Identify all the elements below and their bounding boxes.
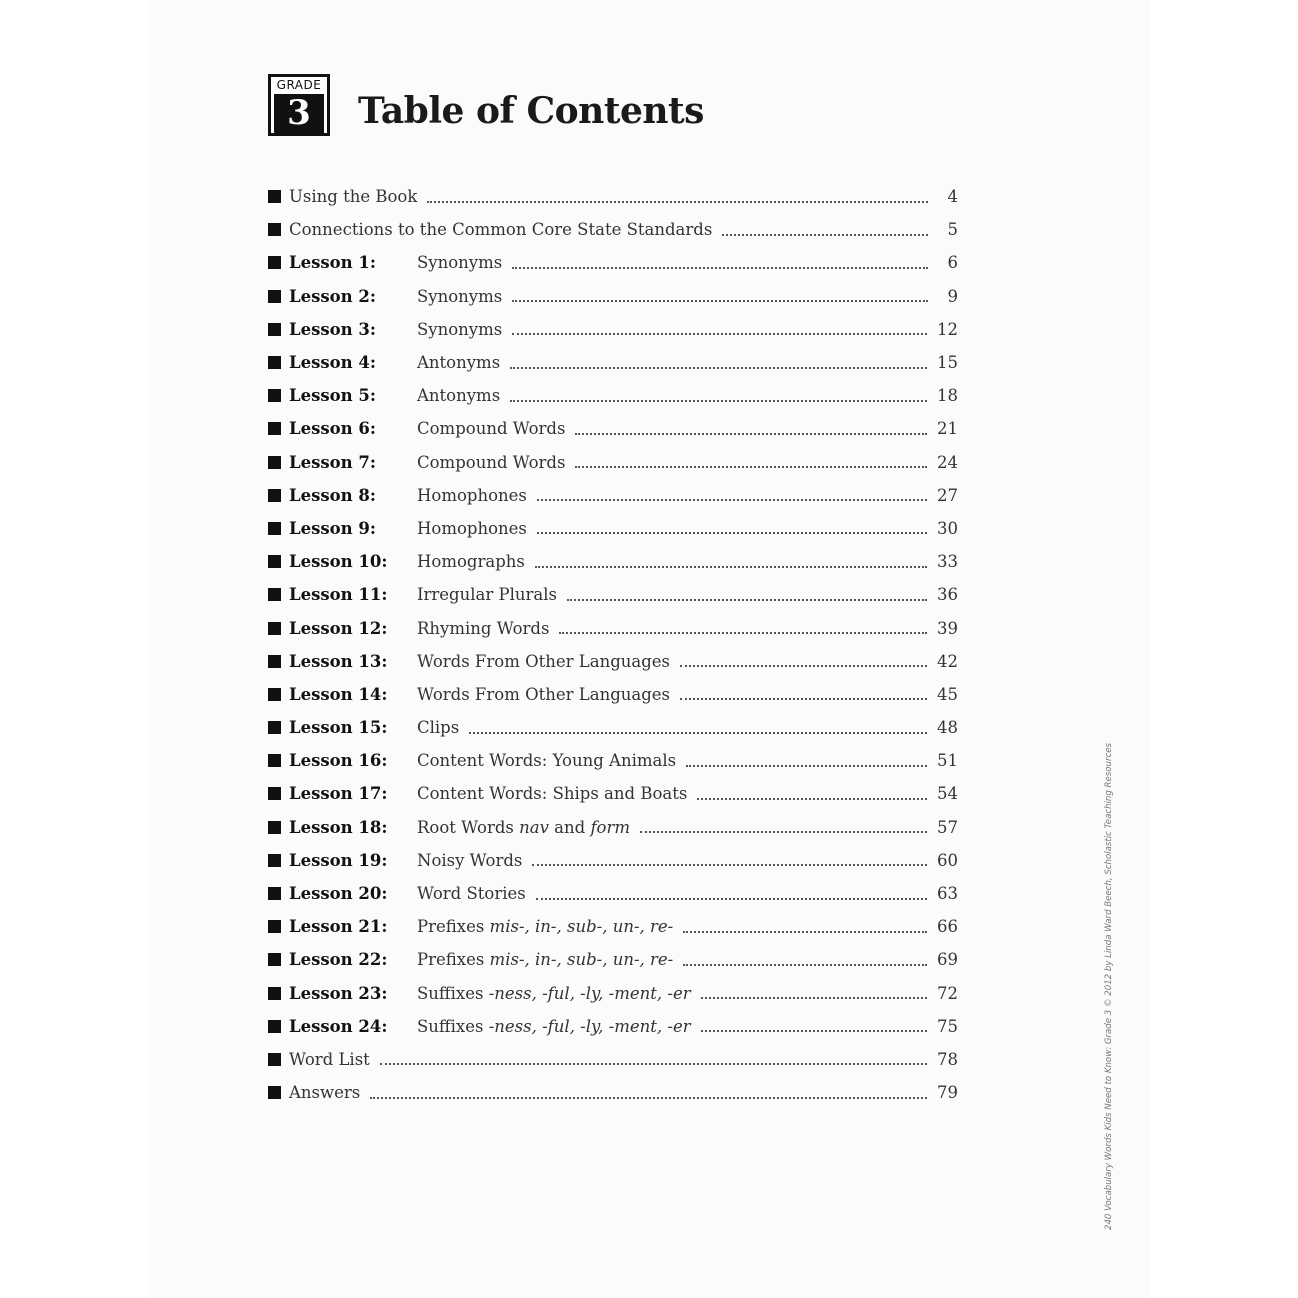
dot-leader [537,499,927,501]
toc-entry[interactable] [268,1076,958,1109]
toc-entry[interactable] [268,678,958,711]
entry-title: Rhyming Words [417,618,550,638]
dot-leader [575,433,927,435]
lesson-label: Lesson 2: [289,286,376,306]
toc-entry[interactable] [268,313,958,346]
square-bullet-icon [268,522,281,535]
toc-entry[interactable] [268,645,958,678]
dot-leader [697,798,927,800]
page-number: 78 [937,1049,958,1069]
page-number: 57 [937,817,958,837]
page-number: 12 [937,319,958,339]
dot-leader [680,698,927,700]
toc-entry[interactable] [268,346,958,379]
page-number: 51 [937,751,958,771]
lesson-label: Lesson 10: [289,552,388,572]
page-number: 45 [937,684,958,704]
dot-leader [680,665,927,667]
entry-title: Words From Other Languages [417,651,671,671]
entry-title: Synonyms [417,319,503,339]
page-number: 30 [937,518,958,538]
dot-leader [427,201,928,203]
dot-leader [701,997,927,999]
entry-title: Words From Other Languages [417,684,671,704]
lesson-label: Lesson 16: [289,751,388,771]
square-bullet-icon [268,821,281,834]
square-bullet-icon [268,290,281,303]
page-number: 72 [937,983,958,1003]
page-number: 79 [937,1083,958,1103]
dot-leader [722,234,928,236]
entry-title: Content Words: Young Animals [417,751,677,771]
square-bullet-icon [268,1053,281,1066]
lesson-label: Lesson 6: [289,419,376,439]
grade-label: GRADE [276,78,322,92]
entry-title: Word List [289,1049,370,1069]
entry-title: Antonyms [417,353,501,373]
dot-leader [536,898,927,900]
dot-leader [532,864,927,866]
lesson-label: Lesson 19: [289,850,388,870]
toc-entry[interactable] [268,611,958,644]
entry-title: Homographs [417,552,525,572]
page-number: 75 [937,1016,958,1036]
lesson-label: Lesson 23: [289,983,388,1003]
entry-title: Homophones [417,518,527,538]
page-number: 24 [937,452,958,472]
toc-entry[interactable] [268,412,958,445]
square-bullet-icon [268,622,281,635]
toc-entry[interactable] [268,811,958,844]
entry-title: Prefixes mis-, in-, sub-, un-, re- [417,917,674,937]
square-bullet-icon [268,953,281,966]
toc-entry[interactable] [268,977,958,1010]
page-number: 60 [937,850,958,870]
copyright-credit [1100,740,1122,1230]
dot-leader [567,599,927,601]
dot-leader [370,1097,927,1099]
toc-entry[interactable] [268,213,958,246]
entry-title: Antonyms [417,386,501,406]
page-number: 48 [937,718,958,738]
toc-entry[interactable] [268,246,958,279]
square-bullet-icon [268,887,281,900]
lesson-label: Lesson 9: [289,518,376,538]
toc-entry[interactable] [268,943,958,976]
entry-title: Suffixes -ness, -ful, -ly, -ment, -er [417,1016,691,1036]
lesson-label: Lesson 3: [289,319,376,339]
dot-leader [512,300,928,302]
square-bullet-icon [268,190,281,203]
page-number: 21 [937,419,958,439]
dot-leader [512,333,927,335]
lesson-label: Lesson 17: [289,784,388,804]
lesson-label: Lesson 22: [289,950,388,970]
entry-title: Clips [417,718,460,738]
lesson-label: Lesson 1: [289,253,376,273]
square-bullet-icon [268,389,281,402]
toc-entry[interactable] [268,711,958,744]
entry-title: Word Stories [417,884,526,904]
page-number: 69 [937,950,958,970]
lesson-label: Lesson 15: [289,718,388,738]
toc-entry[interactable] [268,777,958,810]
entry-title: Using the Book [289,187,418,207]
lesson-label: Lesson 12: [289,618,388,638]
page-number: 15 [937,353,958,373]
square-bullet-icon [268,223,281,236]
entry-title: Answers [289,1083,361,1103]
lesson-label: Lesson 24: [289,1016,388,1036]
page-number: 9 [947,286,958,306]
entry-title: Connections to the Common Core State Standards [289,220,713,240]
lesson-label: Lesson 8: [289,485,376,505]
toc-entry[interactable] [268,180,958,213]
dot-leader [512,267,928,269]
toc-entry[interactable] [268,512,958,545]
toc-entry[interactable] [268,479,958,512]
square-bullet-icon [268,721,281,734]
lesson-label: Lesson 4: [289,353,376,373]
square-bullet-icon [268,787,281,800]
square-bullet-icon [268,456,281,469]
lesson-label: Lesson 5: [289,386,376,406]
entry-title: Noisy Words [417,850,523,870]
credit-text: 240 Vocabulary Words Kids Need to Know: Grade 3 © 2012 by Linda Ward Beech, Scholastic Teaching Resources [1104,743,1114,1230]
entry-title: Irregular Plurals [417,585,557,605]
square-bullet-icon [268,422,281,435]
toc-entry[interactable] [268,744,958,777]
dot-leader [510,367,927,369]
lesson-label: Lesson 18: [289,817,388,837]
toc-entry[interactable] [268,578,958,611]
lesson-label: Lesson 20: [289,884,388,904]
page-number: 66 [937,917,958,937]
entry-title: Compound Words [417,452,566,472]
page-number: 42 [937,651,958,671]
square-bullet-icon [268,754,281,767]
square-bullet-icon [268,555,281,568]
entry-title: Suffixes -ness, -ful, -ly, -ment, -er [417,983,691,1003]
page-title: Table of Contents [358,90,704,132]
dot-leader [575,466,927,468]
toc-entry[interactable] [268,379,958,412]
entry-title: Root Words nav and form [417,817,631,837]
toc-entry[interactable] [268,1043,958,1076]
square-bullet-icon [268,920,281,933]
dot-leader [380,1063,927,1065]
entry-title: Compound Words [417,419,566,439]
lesson-label: Lesson 11: [289,585,388,605]
entry-title: Synonyms [417,286,503,306]
toc-entry[interactable] [268,280,958,313]
square-bullet-icon [268,256,281,269]
entry-title: Synonyms [417,253,503,273]
toc-entry[interactable] [268,910,958,943]
dot-leader [701,1030,927,1032]
grade-badge [268,74,330,136]
page-number: 4 [947,187,958,207]
dot-leader [559,632,927,634]
lesson-label: Lesson 21: [289,917,388,937]
entry-title: Prefixes mis-, in-, sub-, un-, re- [417,950,674,970]
square-bullet-icon [268,1086,281,1099]
page-number: 5 [947,220,958,240]
square-bullet-icon [268,655,281,668]
dot-leader [686,765,927,767]
square-bullet-icon [268,854,281,867]
dot-leader [683,964,927,966]
page-number: 63 [937,884,958,904]
entry-title: Content Words: Ships and Boats [417,784,688,804]
square-bullet-icon [268,987,281,1000]
page-number: 39 [937,618,958,638]
page-number: 54 [937,784,958,804]
lesson-label: Lesson 14: [289,684,388,704]
dot-leader [469,732,927,734]
lesson-label: Lesson 7: [289,452,376,472]
page-number: 33 [937,552,958,572]
toc-entry[interactable] [268,1010,958,1043]
square-bullet-icon [268,688,281,701]
dot-leader [510,400,927,402]
dot-leader [640,831,927,833]
lesson-label: Lesson 13: [289,651,388,671]
dot-leader [683,931,927,933]
toc-entry[interactable] [268,844,958,877]
square-bullet-icon [268,323,281,336]
table-of-contents [268,180,958,1109]
page-number: 36 [937,585,958,605]
toc-entry[interactable] [268,446,958,479]
square-bullet-icon [268,489,281,502]
page-number: 6 [947,253,958,273]
toc-entry[interactable] [268,877,958,910]
square-bullet-icon [268,1020,281,1033]
square-bullet-icon [268,356,281,369]
toc-entry[interactable] [268,545,958,578]
grade-number: 3 [274,94,324,133]
dot-leader [535,566,927,568]
dot-leader [537,532,927,534]
page-number: 27 [937,485,958,505]
square-bullet-icon [268,588,281,601]
page-number: 18 [937,386,958,406]
entry-title: Homophones [417,485,527,505]
